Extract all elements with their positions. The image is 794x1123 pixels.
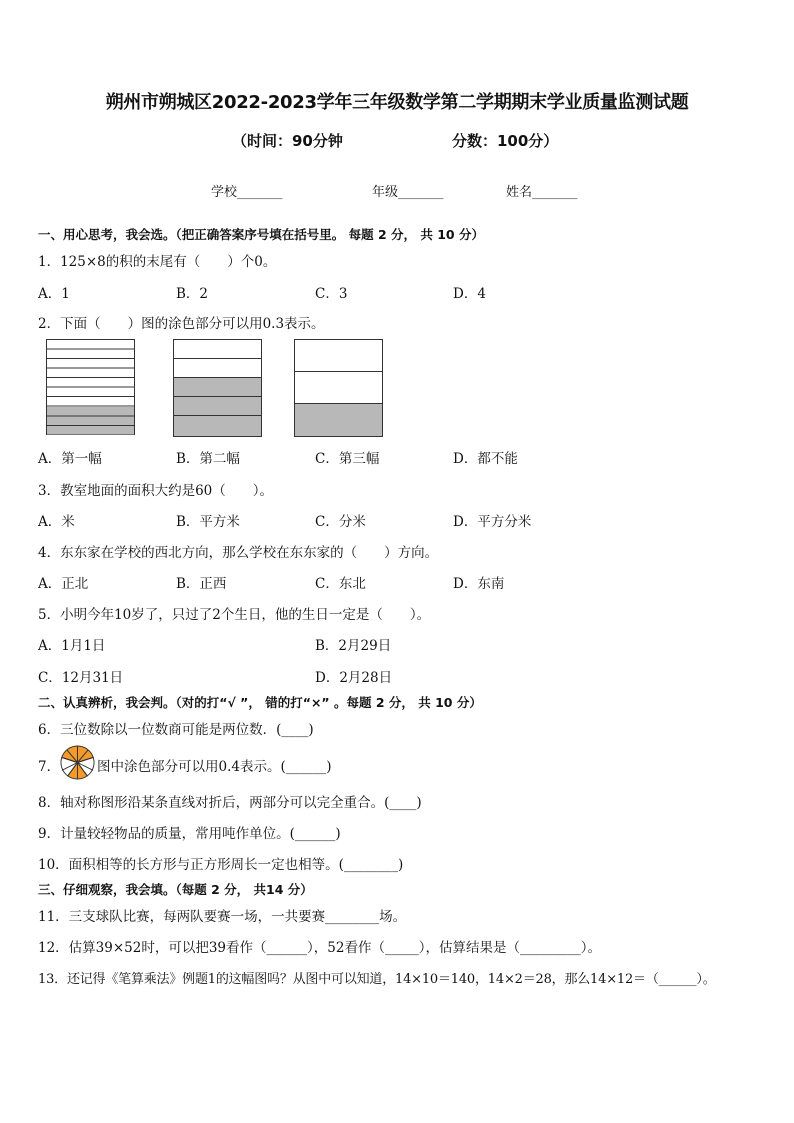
section-3-heading: 三、仔细观察，我会填。（每题 2 分， 共14 分） <box>38 882 313 897</box>
q1-option-a: A．1 <box>38 286 70 302</box>
figure-1 <box>46 339 135 435</box>
question-13: 13．还记得《笔算乘法》例题1的这幅图吗？从图中可以知道，14×10＝140，14×2＝28，那么14×12＝（______）。 <box>38 972 716 987</box>
question-7-number: 7． <box>38 759 61 775</box>
q5-option-a: A．1月1日 <box>38 638 106 654</box>
section-1-heading: 一、用心思考，我会选。（把正确答案序号填在括号里。 每题 2 分， 共 10 分） <box>38 227 484 242</box>
exam-score: 分数：100分） <box>452 132 559 150</box>
question-4: 4．东东家在学校的西北方向，那么学校在东东家的（ ）方向。 <box>38 545 439 561</box>
figure-2-strip <box>174 340 261 359</box>
figure-2-strip-shaded <box>174 397 261 416</box>
pie-figure <box>60 745 95 780</box>
q3-option-a: A．米 <box>38 514 75 530</box>
question-12: 12．估算39×52时，可以把39看作（______），52看作（_____），估算结果是（_________）。 <box>38 940 601 956</box>
figure-3 <box>294 339 383 437</box>
q4-option-b: B．正西 <box>176 576 227 592</box>
name-field: 姓名_______ <box>506 185 578 200</box>
q2-option-c: C．第三幅 <box>315 451 380 467</box>
question-9: 9．计量较轻物品的质量，常用吨作单位。(______) <box>38 826 341 842</box>
q1-option-c: C．3 <box>315 286 348 302</box>
q2-option-d: D．都不能 <box>453 451 518 467</box>
exam-time: （时间：90分钟 <box>232 132 343 150</box>
figure-1-shaded <box>47 407 134 436</box>
question-8: 8．轴对称图形沿某条直线对折后，两部分可以完全重合。(____) <box>38 795 422 811</box>
question-6: 6．三位数除以一位数商可能是两位数．(____) <box>38 722 314 738</box>
q2-option-a: A．第一幅 <box>38 451 102 467</box>
grade-field: 年级_______ <box>372 185 444 200</box>
q3-option-c: C．分米 <box>315 514 366 530</box>
q4-option-d: D．东南 <box>453 576 505 592</box>
q3-option-b: B．平方米 <box>176 514 240 530</box>
page-title: 朔州市朔城区2022-2023学年三年级数学第二学期期末学业质量监测试题 <box>105 92 689 113</box>
question-10: 10．面积相等的长方形与正方形周长一定也相等。(________) <box>38 857 404 873</box>
q4-option-a: A．正北 <box>38 576 89 592</box>
q5-option-d: D．2月28日 <box>315 670 393 686</box>
q5-option-c: C．12月31日 <box>38 670 124 686</box>
section-2-heading: 二、认真辨析，我会判。（对的打“√ ”， 错的打“×” 。每题 2 分， 共 10 分） <box>38 695 482 710</box>
question-1: 1．125×8的积的末尾有（ ）个0。 <box>38 254 277 270</box>
q1-option-d: D．4 <box>453 286 486 302</box>
question-5: 5．小明今年10岁了，只过了2个生日，他的生日一定是（ ）。 <box>38 607 431 623</box>
figure-3-strip-shaded <box>295 404 382 436</box>
question-11: 11．三支球队比赛，每两队要赛一场，一共要赛________场。 <box>38 909 407 925</box>
q4-option-c: C．东北 <box>315 576 366 592</box>
question-3: 3．教室地面的面积大约是60（ ）。 <box>38 483 274 499</box>
q5-option-b: B．2月29日 <box>315 638 392 654</box>
question-2: 2．下面（ ）图的涂色部分可以用0.3表示。 <box>38 316 325 332</box>
figure-2-strip <box>174 359 261 378</box>
figure-3-strip <box>295 340 382 372</box>
figure-2-strip-shaded <box>174 416 261 436</box>
q3-option-d: D．平方分米 <box>453 514 532 530</box>
figure-2-strip-shaded <box>174 378 261 397</box>
figure-2 <box>173 339 262 437</box>
school-field: 学校_______ <box>211 185 283 200</box>
q2-option-b: B．第二幅 <box>176 451 240 467</box>
q1-option-b: B．2 <box>176 286 209 302</box>
question-7: 图中涂色部分可以用0.4表示。(______) <box>97 759 332 775</box>
figure-3-strip <box>295 372 382 404</box>
